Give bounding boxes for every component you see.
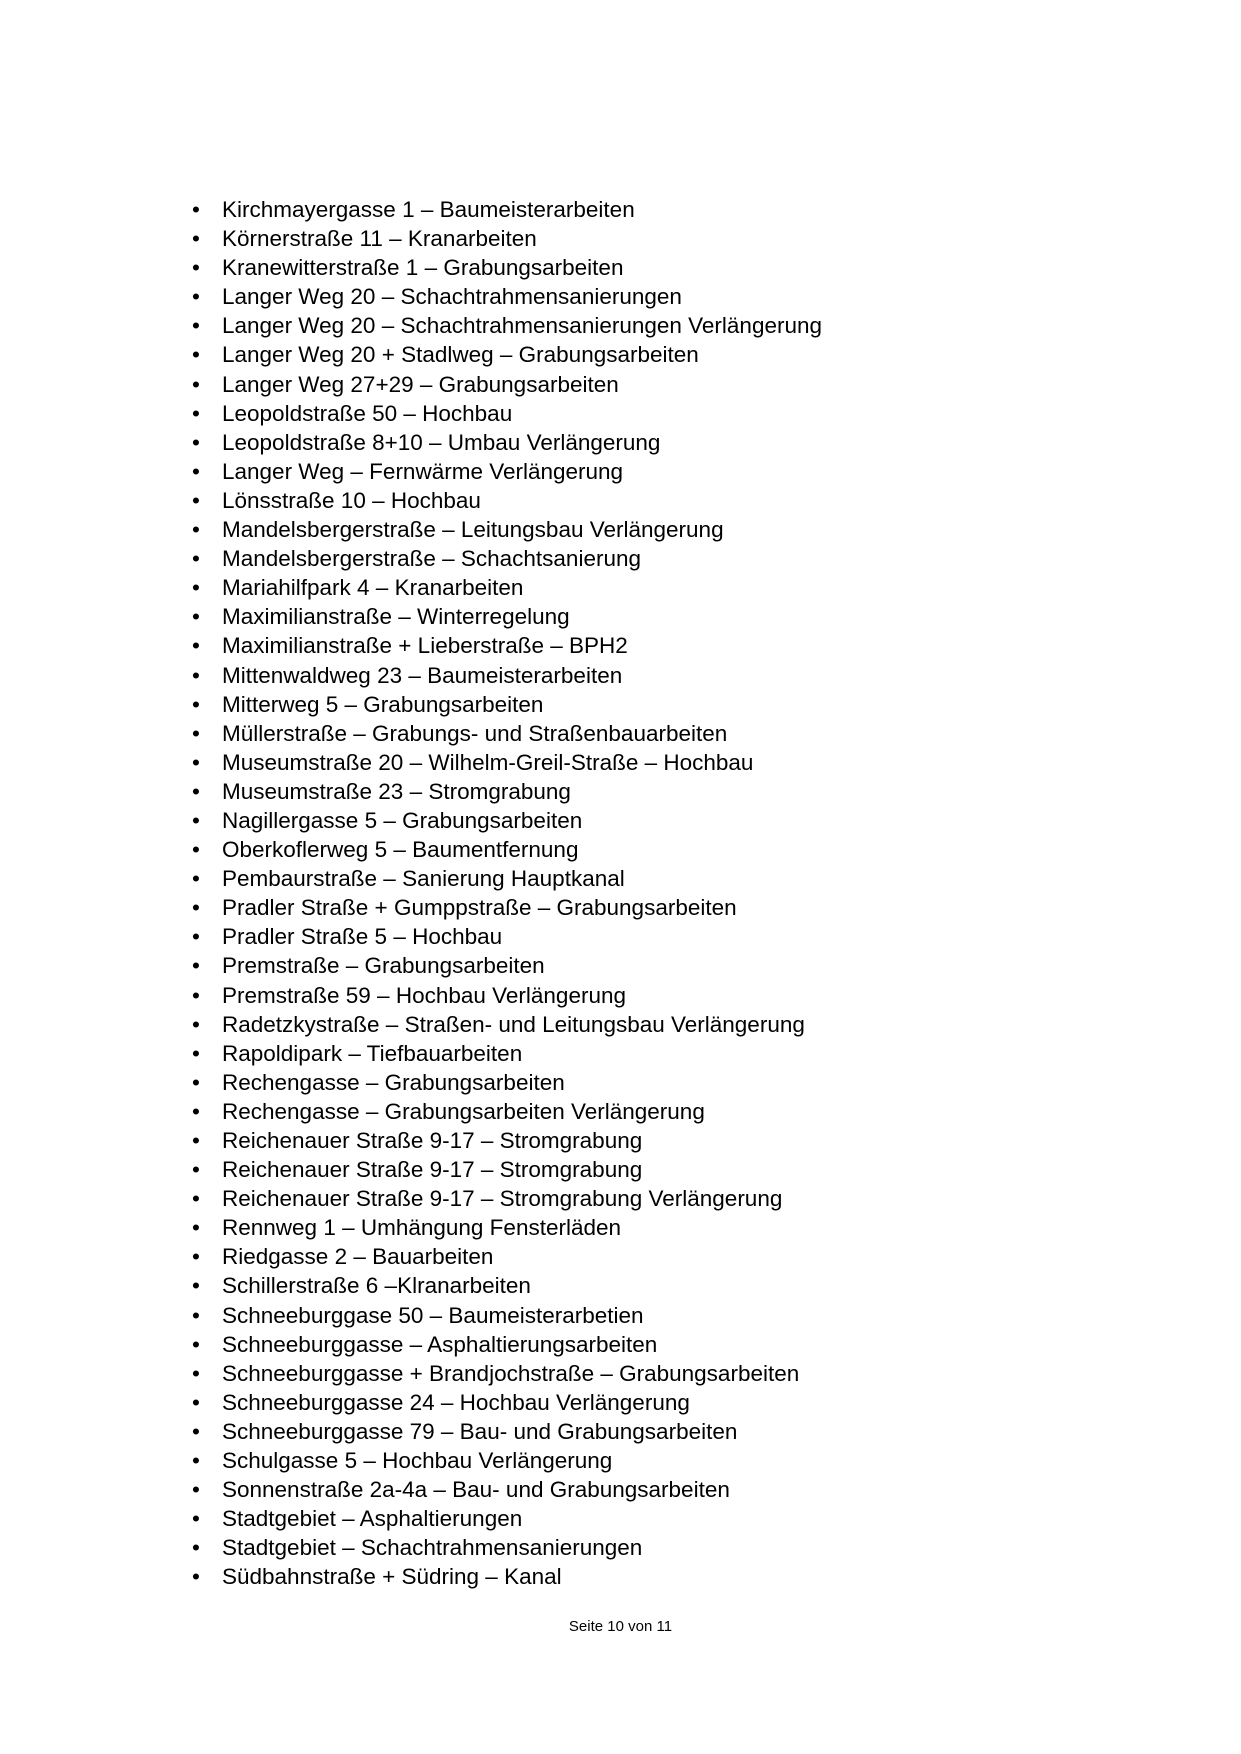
list-item-label: Riedgasse 2 – Bauarbeiten	[222, 1244, 494, 1270]
bullet-icon: •	[192, 1564, 200, 1590]
list-item-label: Reichenauer Straße 9-17 – Stromgrabung	[222, 1157, 643, 1183]
bullet-icon: •	[192, 1215, 200, 1241]
bullet-icon: •	[192, 1506, 200, 1532]
list-item-label: Premstraße – Grabungsarbeiten	[222, 953, 545, 979]
construction-site-list	[150, 195, 1100, 1592]
bullet-list-container	[150, 195, 1100, 1592]
list-item-label: Langer Weg 27+29 – Grabungsarbeiten	[222, 371, 619, 397]
bullet-icon: •	[192, 778, 200, 804]
list-item	[150, 486, 1100, 515]
list-item	[150, 1475, 1100, 1504]
list-item-label: Südbahnstraße + Südring – Kanal	[222, 1564, 562, 1590]
list-item	[150, 195, 1100, 224]
list-item-label: Kirchmayergasse 1 – Baumeisterarbeiten	[222, 197, 635, 222]
bullet-icon: •	[192, 226, 200, 252]
bullet-icon: •	[192, 197, 200, 222]
list-item	[150, 602, 1100, 631]
bullet-icon: •	[192, 691, 200, 717]
bullet-icon: •	[192, 1302, 200, 1328]
list-item-label: Mitterweg 5 – Grabungsarbeiten	[222, 691, 544, 717]
list-item	[150, 1213, 1100, 1242]
list-item	[150, 1330, 1100, 1359]
bullet-icon: •	[192, 429, 200, 455]
list-item	[150, 515, 1100, 544]
list-item-label: Schneeburggasse 24 – Hochbau Verlängerung	[222, 1389, 690, 1415]
bullet-icon: •	[192, 1040, 200, 1066]
list-item-label: Nagillergasse 5 – Grabungsarbeiten	[222, 807, 583, 833]
list-item-label: Stadtgebiet – Asphaltierungen	[222, 1506, 523, 1532]
list-item-label: Museumstraße 20 – Wilhelm-Greil-Straße – Hochbau	[222, 749, 754, 775]
bullet-icon: •	[192, 837, 200, 863]
list-item-label: Schneeburggasse + Brandjochstraße – Grabungsarbeiten	[222, 1360, 800, 1386]
list-item-label: Pembaurstraße – Sanierung Hauptkanal	[222, 866, 625, 892]
list-item-label: Schillerstraße 6 –Klranarbeiten	[222, 1273, 531, 1299]
bullet-icon: •	[192, 1360, 200, 1386]
list-item-label: Maximilianstraße – Winterregelung	[222, 604, 570, 630]
bullet-icon: •	[192, 1128, 200, 1153]
bullet-icon: •	[192, 487, 200, 513]
list-item	[150, 1417, 1100, 1446]
list-item	[150, 1097, 1100, 1126]
bullet-icon: •	[192, 546, 200, 572]
list-item	[150, 748, 1100, 777]
list-item	[150, 1039, 1100, 1068]
page-footer: Seite 10 von 11	[568, 1618, 673, 1635]
list-item	[150, 1184, 1100, 1213]
bullet-icon: •	[192, 313, 200, 339]
bullet-icon: •	[192, 400, 200, 426]
list-item-label: Mandelsbergerstraße – Schachtsanierung	[222, 546, 641, 572]
list-item	[150, 399, 1100, 428]
list-item	[150, 1562, 1100, 1591]
list-item-label: Müllerstraße – Grabungs- und Straßenbauarbeiten	[222, 720, 728, 746]
list-item-label: Stadtgebiet – Schachtrahmensanierungen	[222, 1535, 643, 1561]
list-item-label: Schneeburggase 50 – Baumeisterarbetien	[222, 1302, 644, 1328]
list-item-label: Langer Weg 20 – Schachtrahmensanierungen	[222, 284, 682, 310]
list-item-label: Maximilianstraße + Lieberstraße – BPH2	[222, 633, 628, 659]
list-item	[150, 253, 1100, 282]
list-item	[150, 370, 1100, 399]
list-item-label: Pradler Straße + Gumppstraße – Grabungsarbeiten	[222, 895, 737, 921]
list-item	[150, 1068, 1100, 1097]
list-item	[150, 661, 1100, 690]
bullet-icon: •	[192, 458, 200, 484]
list-item	[150, 1533, 1100, 1562]
list-item-label: Langer Weg 20 + Stadlweg – Grabungsarbeiten	[222, 342, 699, 368]
list-item-label: Langer Weg 20 – Schachtrahmensanierungen Verlängerung	[222, 313, 823, 339]
list-item	[150, 573, 1100, 602]
list-item	[150, 690, 1100, 719]
list-item-label: Museumstraße 23 – Stromgrabung	[222, 778, 571, 804]
bullet-icon: •	[192, 662, 200, 688]
bullet-icon: •	[192, 720, 200, 746]
list-item-label: Radetzkystraße – Straßen- und Leitungsbau Verlängerung	[222, 1011, 805, 1037]
list-item-label: Mariahilfpark 4 – Kranarbeiten	[222, 575, 524, 601]
bullet-icon: •	[192, 1477, 200, 1503]
list-item	[150, 1271, 1100, 1300]
bullet-icon: •	[192, 1244, 200, 1270]
list-item	[150, 922, 1100, 951]
list-item	[150, 457, 1100, 486]
list-item	[150, 1126, 1100, 1155]
list-item	[150, 1504, 1100, 1533]
list-item	[150, 719, 1100, 748]
list-item	[150, 835, 1100, 864]
list-item	[150, 893, 1100, 922]
list-item-label: Premstraße 59 – Hochbau Verlängerung	[222, 982, 626, 1008]
bullet-icon: •	[192, 1098, 200, 1124]
list-item-label: Rapoldipark – Tiefbauarbeiten	[222, 1040, 523, 1066]
list-item	[150, 311, 1100, 340]
list-item-label: Rechengasse – Grabungsarbeiten Verlängerung	[222, 1098, 705, 1124]
list-item-label: Pradler Straße 5 – Hochbau	[222, 924, 503, 950]
bullet-icon: •	[192, 342, 200, 368]
bullet-icon: •	[192, 1331, 200, 1357]
bullet-icon: •	[192, 1273, 200, 1299]
list-item	[150, 224, 1100, 253]
bullet-icon: •	[192, 807, 200, 833]
bullet-icon: •	[192, 953, 200, 979]
bullet-icon: •	[192, 866, 200, 892]
list-item	[150, 981, 1100, 1010]
list-item	[150, 1301, 1100, 1330]
bullet-icon: •	[192, 982, 200, 1008]
list-item-label: Schulgasse 5 – Hochbau Verlängerung	[222, 1448, 613, 1474]
list-item-label: Lönsstraße 10 – Hochbau	[222, 487, 481, 513]
bullet-icon: •	[192, 1448, 200, 1474]
list-item	[150, 1242, 1100, 1271]
bullet-icon: •	[192, 633, 200, 659]
list-item	[150, 1155, 1100, 1184]
bullet-icon: •	[192, 1069, 200, 1095]
list-item-label: Kranewitterstraße 1 – Grabungsarbeiten	[222, 255, 624, 281]
list-item	[150, 864, 1100, 893]
bullet-icon: •	[192, 895, 200, 921]
bullet-icon: •	[192, 924, 200, 950]
list-item-label: Reichenauer Straße 9-17 – Stromgrabung Verlängerung	[222, 1186, 783, 1212]
list-item	[150, 428, 1100, 457]
bullet-icon: •	[192, 604, 200, 630]
bullet-icon: •	[192, 517, 200, 543]
list-item-label: Rechengasse – Grabungsarbeiten	[222, 1069, 565, 1095]
list-item-label: Mandelsbergerstraße – Leitungsbau Verlängerung	[222, 517, 724, 543]
bullet-icon: •	[192, 1157, 200, 1183]
list-item	[150, 340, 1100, 369]
list-item-label: Oberkoflerweg 5 – Baumentfernung	[222, 837, 579, 863]
list-item-label: Schneeburggasse – Asphaltierungsarbeiten	[222, 1331, 658, 1357]
bullet-icon: •	[192, 1011, 200, 1037]
list-item	[150, 631, 1100, 660]
list-item	[150, 1359, 1100, 1388]
list-item-label: Schneeburggasse 79 – Bau- und Grabungsarbeiten	[222, 1418, 738, 1444]
bullet-icon: •	[192, 284, 200, 310]
list-item	[150, 777, 1100, 806]
bullet-icon: •	[192, 1418, 200, 1444]
list-item-label: Langer Weg – Fernwärme Verlängerung	[222, 458, 624, 484]
bullet-icon: •	[192, 1389, 200, 1415]
bullet-icon: •	[192, 1535, 200, 1561]
bullet-icon: •	[192, 575, 200, 601]
list-item	[150, 806, 1100, 835]
list-item	[150, 951, 1100, 980]
bullet-icon: •	[192, 749, 200, 775]
list-item	[150, 1388, 1100, 1417]
list-item	[150, 1010, 1100, 1039]
list-item-label: Sonnenstraße 2a-4a – Bau- und Grabungsarbeiten	[222, 1477, 730, 1503]
list-item-label: Leopoldstraße 50 – Hochbau	[222, 400, 513, 426]
list-item	[150, 544, 1100, 573]
list-item-label: Mittenwaldweg 23 – Baumeisterarbeiten	[222, 662, 623, 688]
list-item-label: Leopoldstraße 8+10 – Umbau Verlängerung	[222, 429, 661, 455]
list-item-label: Reichenauer Straße 9-17 – Stromgrabung	[222, 1128, 643, 1153]
bullet-icon: •	[192, 371, 200, 397]
list-item-label: Rennweg 1 – Umhängung Fensterläden	[222, 1215, 622, 1241]
bullet-icon: •	[192, 1186, 200, 1212]
list-item	[150, 1446, 1100, 1475]
list-item-label: Körnerstraße 11 – Kranarbeiten	[222, 226, 537, 252]
bullet-icon: •	[192, 255, 200, 281]
list-item	[150, 282, 1100, 311]
